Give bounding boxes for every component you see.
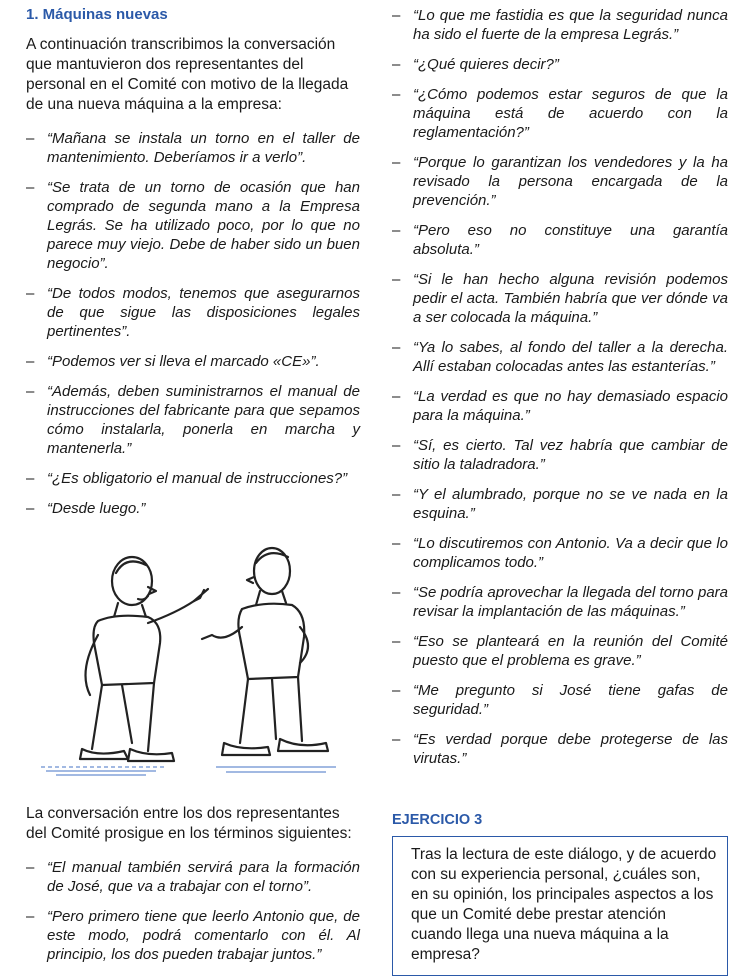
dialog-line: – “Me pregunto si José tiene gafas de seguridad.” (392, 682, 728, 718)
dialog-line: – “Y el alumbrado, porque no se ve nada en la esquina.” (392, 486, 728, 522)
dialog-list-left (26, 129, 360, 518)
dialog-line: – “Pero primero tiene que leerlo Antonio que, de este modo, podrá comentarlo con él. Al principio, los dos pueden trabajar juntos.” (26, 908, 360, 963)
right-worker-figure (202, 548, 328, 755)
dialog-line: – “Si le han hecho alguna revisión podemos pedir el acta. También habría que ver dónde va a ser colocada la máquina.” (392, 271, 728, 326)
dialog-line: – “El manual también servirá para la formación de José, que va a trabajar con el torno”. (26, 859, 360, 895)
right-column (392, 0, 728, 976)
continuation-paragraph: La conversación entre los dos representantes del Comité prosigue en los términos siguientes: (26, 805, 352, 842)
intro-paragraph: A continuación transcribimos la conversación que mantuvieron dos representantes del personal en el Comité con motivo de la llegada de una nueva máquina a la empresa: (26, 36, 349, 113)
dialog-line: – “Es verdad porque debe protegerse de las virutas.” (392, 731, 728, 767)
dialog-line: – “La verdad es que no hay demasiado espacio para la máquina.” (392, 388, 728, 424)
two-workers-illustration (36, 543, 356, 783)
dialog-line: – “Desde luego.” (26, 500, 146, 517)
section-title: 1. Máquinas nuevas (26, 6, 168, 23)
dialog-line: – “Sí, es cierto. Tal vez habría que cambiar de sitio la taladradora.” (392, 437, 728, 473)
dialog-line: – “Ya lo sabes, al fondo del taller a la derecha. Allí estaban colocadas antes las estanterías.” (392, 339, 728, 375)
dialog-line: – “Pero eso no constituye una garantía absoluta.” (392, 222, 728, 258)
dialog-line: – “Se trata de un torno de ocasión que han comprado de segunda mano a la Empresa Legrás. Se ha utilizado poco, por lo que no parece muy viejo. Debe de haber sido un buen negocio”. (26, 179, 360, 272)
dialog-line: – “Eso se planteará en la reunión del Comité puesto que el problema es grave.” (392, 633, 728, 669)
floor-shadow (41, 767, 336, 775)
dialog-line: – “Lo que me fastidia es que la seguridad nunca ha sido el fuerte de la empresa Legrás.” (392, 7, 728, 43)
dialog-line: – “¿Es obligatorio el manual de instrucciones?” (26, 470, 348, 487)
left-worker-figure (80, 557, 208, 761)
exercise-box (392, 836, 728, 976)
dialog-line: – “De todos modos, tenemos que asegurarnos de que sigue las disposiciones legales pertinentes”. (26, 285, 360, 340)
dialog-list-left-bottom (26, 858, 360, 964)
dialog-list-right (392, 6, 728, 768)
left-column (26, 0, 360, 975)
dialog-line: – “Lo discutiremos con Antonio. Va a decir que lo complicamos todo.” (392, 535, 728, 571)
exercise-title: EJERCICIO 3 (392, 812, 483, 828)
exercise-text: Tras la lectura de este diálogo, y de acuerdo con su experiencia personal, ¿cuáles son, en su opinión, los principales aspectos a los que un Comité debe prestar atención cuando llega una nueva máquina a la empresa? (411, 846, 717, 963)
dialog-line: – “Porque lo garantizan los vendedores y la ha revisado la persona encargada de la prevención.” (392, 154, 728, 209)
dialog-line: – “Mañana se instala un torno en el taller de mantenimiento. Deberíamos ir a verlo”. (26, 130, 360, 166)
dialog-line: – “Además, deben suministrarnos el manual de instrucciones del fabricante para que sepamos cómo instalarla, ponerla en marcha y mantenerla.” (26, 383, 360, 457)
dialog-line: – “¿Cómo podemos estar seguros de que la máquina está de acuerdo con la reglamentación?” (392, 86, 728, 141)
dialog-line: – “Podemos ver si lleva el marcado «CE»”. (26, 353, 320, 370)
dialog-line: – “¿Qué quieres decir?” (392, 56, 559, 73)
dialog-line: – “Se podría aprovechar la llegada del torno para revisar la implantación de las máquinas.” (392, 584, 728, 620)
